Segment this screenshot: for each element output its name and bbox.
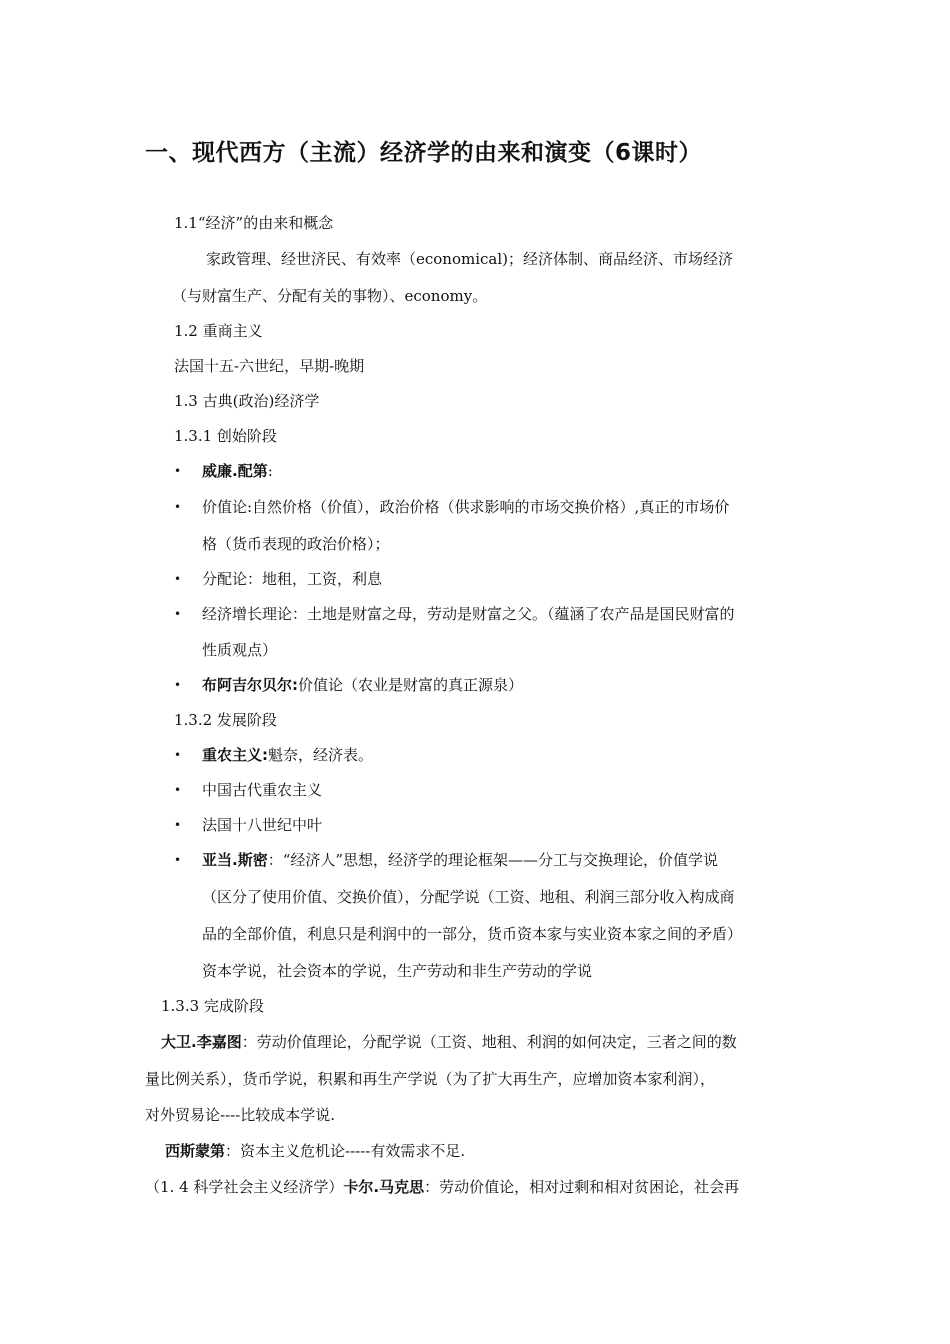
bullet-icon: •	[174, 783, 182, 797]
list-item-physiocracy	[202, 744, 373, 766]
paragraph-ricardo-line-1	[161, 1031, 737, 1053]
section-1-4-label: （1. 4 科学社会主义经济学）	[145, 1178, 344, 1196]
list-item-petty	[202, 460, 273, 482]
section-1-2-text: 法国十五-六世纪，早期-晚期	[174, 357, 365, 375]
paragraph-ricardo-line-3: 对外贸易论----比较成本学说.	[145, 1106, 336, 1124]
name-smith: 亚当.斯密	[202, 851, 268, 869]
name-marx: 卡尔.马克思	[343, 1178, 425, 1196]
list-item-value-theory-line-1: 价值论:自然价格（价值），政治价格（供求影响的市场交换价格）,真正的市场价	[202, 498, 730, 516]
name-sismondi: 西斯蒙第	[165, 1142, 226, 1160]
list-item-smith-text: ：“经济人”思想，经济学的理论框架——分工与交换理论，价值学说	[267, 851, 719, 869]
bullet-icon: •	[174, 572, 182, 586]
list-item-china: 中国古代重农主义	[202, 781, 323, 799]
list-item-smith-line-3: 品的全部价值，利息只是利润中的一部分，货币资本家与实业资本家之间的矛盾）	[202, 925, 743, 943]
list-item-boisguilbert	[202, 674, 523, 696]
list-item-france: 法国十八世纪中叶	[202, 816, 323, 834]
list-item-distribution: 分配论：地租，工资，利息	[202, 570, 383, 588]
paragraph-marx-text: ：劳动价值论，相对过剩和相对贫困论，社会再	[424, 1178, 740, 1196]
list-item-smith-line-4: 资本学说，社会资本的学说，生产劳动和非生产劳动的学说	[202, 962, 593, 980]
bullet-icon: •	[174, 818, 182, 832]
section-1-2-heading: 1.2 重商主义	[174, 322, 263, 340]
list-item-smith-line-1	[202, 849, 718, 871]
paragraph-ricardo-text: ：劳动价值理论，分配学说（工资、地租、利润的如何决定，三者之间的数	[241, 1033, 737, 1051]
paragraph-marx	[145, 1176, 739, 1198]
name-ricardo: 大卫.李嘉图	[161, 1033, 242, 1051]
bullet-icon: •	[174, 500, 182, 514]
list-item-petty-text: :	[267, 462, 273, 480]
list-item-boisguilbert-text: 价值论（农业是财富的真正源泉）	[298, 676, 524, 694]
paragraph-ricardo-line-2: 量比例关系），货币学说，积累和再生产学说（为了扩大再生产，应增加资本家利润），	[145, 1070, 716, 1088]
section-1-3-2-heading: 1.3.2 发展阶段	[174, 711, 277, 729]
section-1-3-1-heading: 1.3.1 创始阶段	[174, 427, 277, 445]
name-boisguilbert: 布阿吉尔贝尔:	[202, 676, 298, 694]
paragraph-sismondi	[165, 1140, 465, 1162]
bullet-icon: •	[174, 464, 182, 478]
name-petty: 威廉.配第	[202, 462, 268, 480]
section-1-1-text-line-2: （与财富生产、分配有关的事物）、economy。	[172, 287, 488, 305]
list-item-physiocracy-text: 魁奈，经济表。	[268, 746, 374, 764]
bullet-icon: •	[174, 678, 182, 692]
bullet-icon: •	[174, 853, 182, 867]
bullet-icon: •	[174, 748, 182, 762]
list-item-growth-line-1: 经济增长理论：土地是财富之母，劳动是财富之父。（蕴涵了农产品是国民财富的	[202, 605, 735, 623]
section-1-3-heading: 1.3 古典(政治)经济学	[174, 392, 320, 410]
bullet-icon: •	[174, 607, 182, 621]
list-item-smith-line-2: （区分了使用价值、交换价值），分配学说（工资、地租、利润三部分收入构成商	[202, 888, 735, 906]
section-1-1-text-line-1: 家政管理、经世济民、有效率（economical)；经济体制、商品经济、市场经济	[206, 250, 734, 268]
term-physiocracy: 重农主义:	[202, 746, 268, 764]
chapter-title: 一、现代西方（主流）经济学的由来和演变（6课时）	[145, 140, 703, 166]
section-1-3-3-heading: 1.3.3 完成阶段	[161, 997, 264, 1015]
paragraph-sismondi-text: ：资本主义危机论-----有效需求不足.	[225, 1142, 466, 1160]
section-1-1-heading: 1.1“经济”的由来和概念	[174, 214, 334, 232]
list-item-growth-line-2: 性质观点）	[202, 641, 278, 659]
list-item-value-theory-line-2: 格（货币表现的政治价格）；	[202, 535, 390, 553]
